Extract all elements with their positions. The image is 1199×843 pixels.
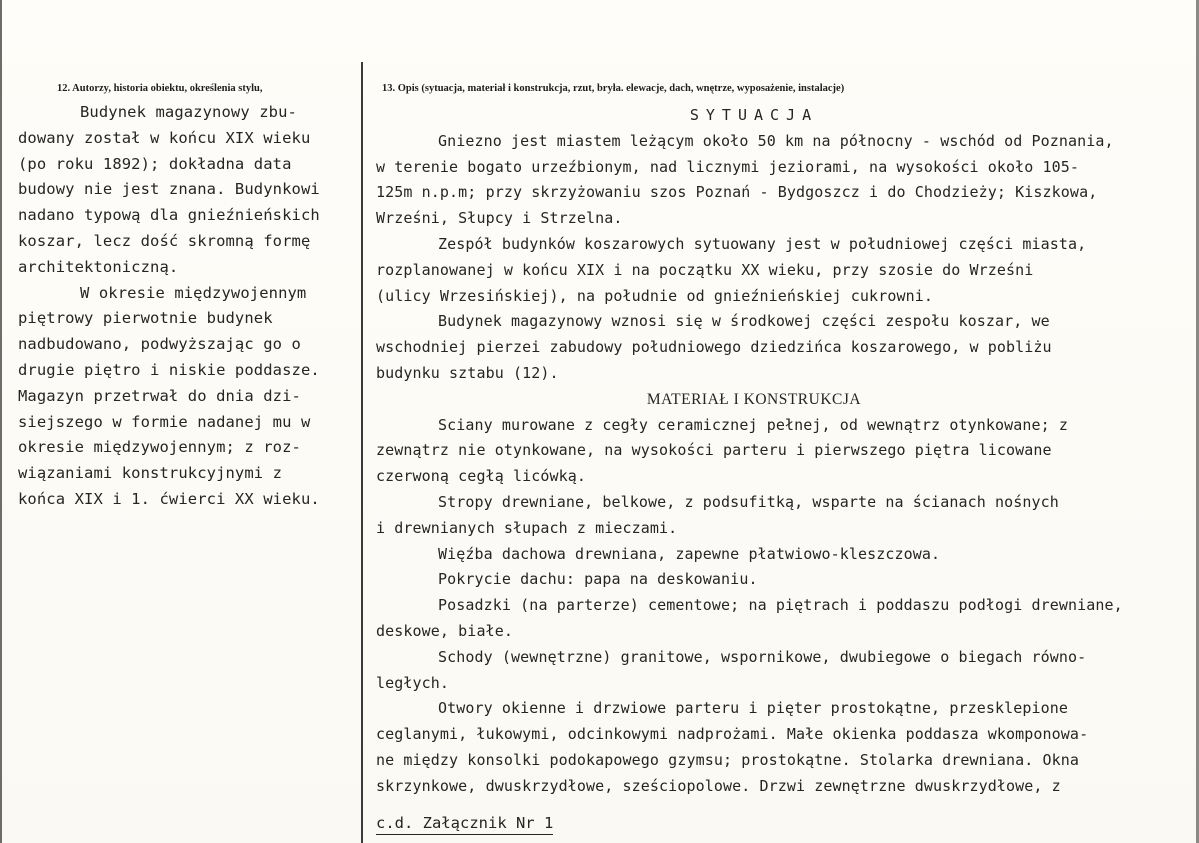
text-line: Budynek magazynowy wznosi się w środkowej części zespołu koszar, we	[438, 312, 1050, 331]
left-column-header: 12. Autorzy, historia obiektu, określenia stylu,	[57, 83, 263, 94]
text-line: Stropy drewniane, belkowe, z podsufitką, wsparte na ścianach nośnych	[438, 492, 1059, 511]
text-line: Posadzki (na parterze) cementowe; na piętrach i poddaszu podłogi drewniane,	[438, 596, 1123, 615]
text-line: architektoniczną.	[18, 257, 179, 276]
right-column-header: 13. Opis (sytuacja, materiał i konstrukcja, rzut, bryła. elewacje, dach, wnętrze, wyposażenie, instalacje)	[382, 83, 845, 94]
text-line: (po roku 1892); dokładna data	[18, 154, 292, 173]
text-line: W okresie międzywojennym	[80, 283, 307, 302]
text-line: ległych.	[376, 673, 450, 692]
text-line: Wrześni, Słupcy i Strzelna.	[376, 209, 623, 228]
text-line: deskowe, białe.	[376, 621, 513, 640]
text-line: Sciany murowane z cegły ceramicznej pełnej, od wewnątrz otynkowane; z	[438, 415, 1069, 434]
text-line: Otwory okienne i drzwiowe parteru i pięter prostokątne, przesklepione	[438, 699, 1069, 718]
text-line: w terenie bogato urzeźbionym, nad licznymi jeziorami, na wysokości około 105-	[376, 157, 1080, 176]
text-line: drugie piętro i niskie poddasze.	[18, 360, 320, 379]
section-title-sytuacja: SYTUACJA	[689, 106, 819, 124]
section-title-material: MATERIAŁ I KONSTRUKCJA	[646, 390, 862, 408]
continuation-note: c.d. Załącznik Nr 1	[376, 812, 553, 835]
text-line: (ulicy Wrzesińskiej), na południe od gnieźnieńskiej cukrowni.	[376, 286, 933, 305]
text-line: zewnątrz nie otynkowane, na wysokości parteru i pierwszego piętra licowane	[376, 441, 1052, 460]
text-line: końca XIX i 1. ćwierci XX wieku.	[18, 489, 320, 508]
text-line: Zespół budynków koszarowych sytuowany jest w południowej części miasta,	[438, 234, 1087, 253]
text-line: siejszego w formie nadanej mu w	[18, 412, 311, 431]
left-column-text	[18, 100, 358, 513]
text-line: wiązaniami konstrukcyjnymi z	[18, 464, 283, 483]
text-line: czerwoną cegłą licówką.	[376, 467, 587, 486]
text-line: skrzynkowe, dwuskrzydłowe, sześciopolowe. Drzwi zewnętrzne dwuskrzydłowe, z	[376, 776, 1061, 795]
text-line: koszar, lecz dość skromną formę	[18, 231, 311, 250]
right-column-text	[376, 103, 1194, 800]
text-line: Magazyn przetrwał do dnia dzi-	[18, 386, 301, 405]
text-line: okresie międzywojennym; z roz-	[18, 438, 301, 457]
text-line: nadano typową dla gnieźnieńskich	[18, 206, 320, 225]
text-line: Więźba dachowa drewniana, zapewne płatwiowo-kleszczowa.	[438, 544, 941, 563]
text-line: nadbudowano, podwyższając go o	[18, 335, 301, 354]
text-line: Pokrycie dachu: papa na deskowaniu.	[438, 570, 758, 589]
text-line: 125m n.p.m; przy skrzyżowaniu szos Poznań - Bydgoszcz i do Chodzieży; Kiszkowa,	[376, 183, 1098, 202]
scan-edge-left	[0, 0, 2, 843]
text-line: budowy nie jest znana. Budynkowi	[18, 180, 320, 199]
text-line: wschodniej pierzei zabudowy południowego dziedzińca koszarowego, w pobliżu	[376, 338, 1052, 357]
text-line: ceglanymi, łukowymi, odcinkowymi nadprożami. Małe okienka poddasza wkomponowa-	[376, 725, 1089, 744]
text-line: budynku sztabu (12).	[376, 363, 559, 382]
text-line: ne między konsolki podokapowego gzymsu; prostokątne. Stolarka drewniana. Okna	[376, 750, 1080, 769]
text-line: piętrowy pierwotnie budynek	[18, 309, 273, 328]
text-line: dowany został w końcu XIX wieku	[18, 128, 311, 147]
text-line: Schody (wewnętrzne) granitowe, wspornikowe, dwubiegowe o biegach równo-	[438, 647, 1087, 666]
column-divider	[361, 62, 363, 843]
text-line: rozplanowanej w końcu XIX i na początku XX wieku, przy szosie do Wrześni	[376, 260, 1034, 279]
text-line: Gniezno jest miastem leżącym około 50 km na północny - wschód od Poznania,	[438, 131, 1114, 150]
text-line: i drewnianych słupach z mieczami.	[376, 518, 678, 537]
text-line: Budynek magazynowy zbu-	[80, 103, 297, 121]
